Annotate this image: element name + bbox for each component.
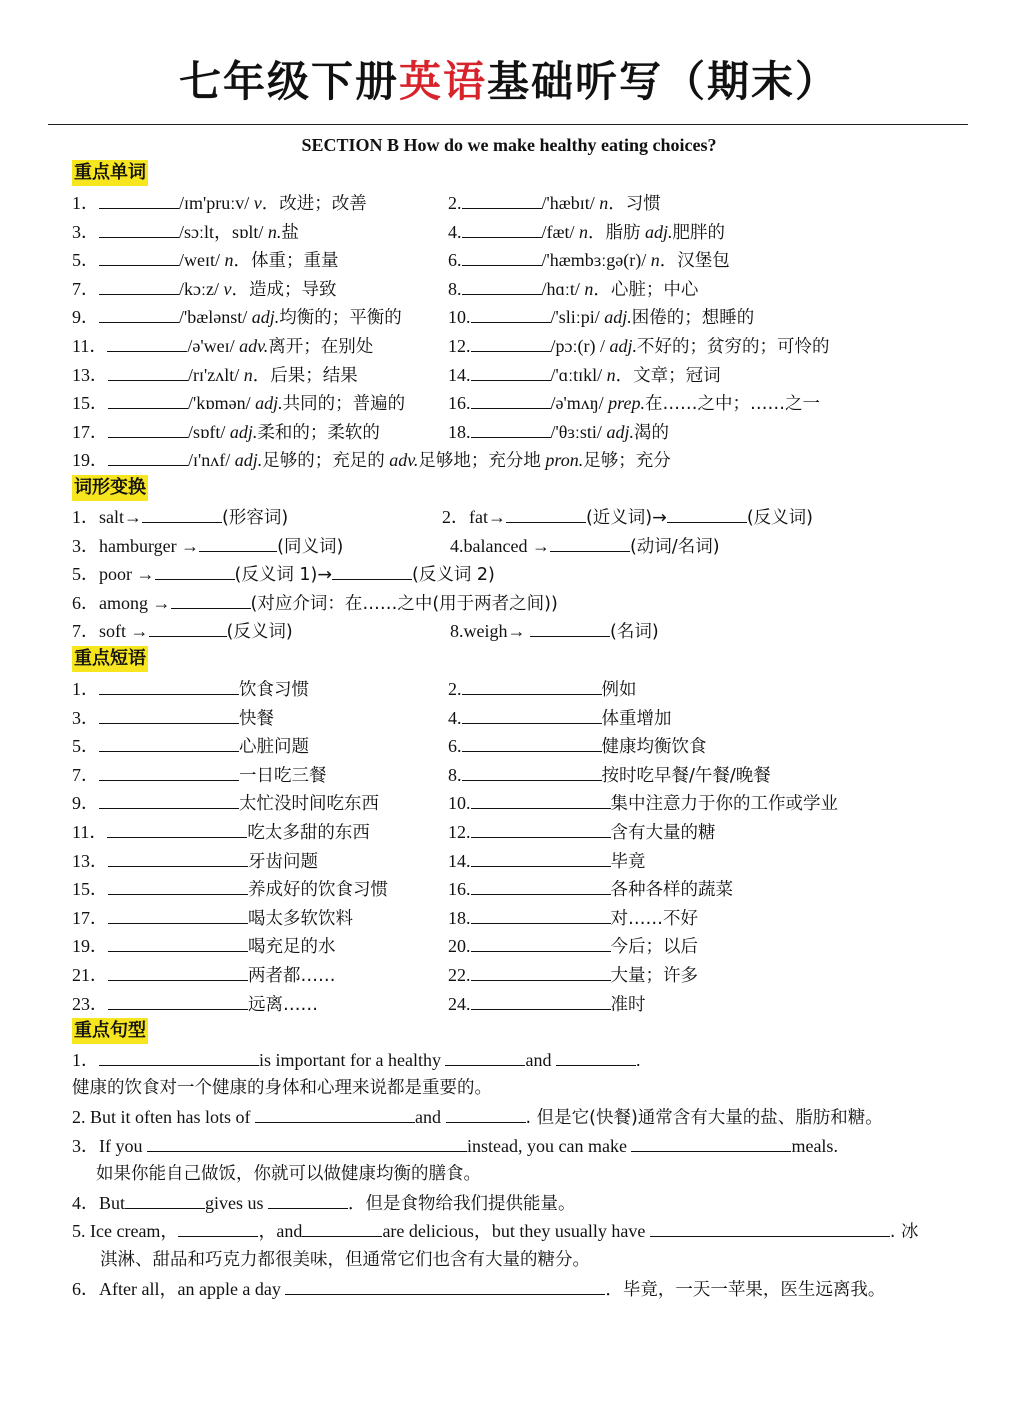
answer-blank[interactable] [471,790,611,809]
sentence-1-translation: 健康的饮食对一个健康的身体和心理来说都是重要的。 [72,1078,492,1098]
answer-blank[interactable] [506,504,586,523]
answer-blank[interactable] [471,362,551,381]
form-item-1: 1．salt→ (形容词) [72,504,288,530]
phrase-item: 2. 例如 [448,676,637,702]
answer-blank[interactable] [462,276,542,295]
phrase-item: 9． 太忙没时间吃东西 [72,790,379,816]
phrase-item: 19． 喝充足的水 [72,933,336,959]
vocab-item: 12. /pɔː(r) / adj.不好的；贫穷的；可怜的 [448,333,830,359]
answer-blank[interactable] [125,1190,205,1209]
vocab-item: 10. /'sliːpi/ adj.困倦的；想睡的 [448,304,754,330]
sentence-1: 1． is important for a healthy and . [72,1047,640,1073]
phrase-item: 17． 喝太多软饮料 [72,905,353,931]
answer-blank[interactable] [445,1047,525,1066]
phrase-item: 18. 对……不好 [448,905,698,931]
sentence-2: 2. But it often has lots of and . 但是它(快餐)通常含有大量的盐、脂肪和糖。 [72,1104,883,1130]
answer-blank[interactable] [285,1276,605,1295]
vocab-item: 1． /ɪm'pruːv/ v．改进；改善 [72,190,367,216]
answer-blank[interactable] [471,905,611,924]
answer-blank[interactable] [471,390,551,409]
answer-blank[interactable] [99,190,179,209]
sentence-4: 4．But gives us ．但是食物给我们提供能量。 [72,1190,576,1216]
answer-blank[interactable] [108,419,188,438]
phrase-item: 3． 快餐 [72,705,274,731]
answer-blank[interactable] [650,1218,890,1237]
answer-blank[interactable] [108,962,248,981]
answer-blank[interactable] [471,991,611,1010]
vocab-item: 13． /rɪ'zʌlt/ n．后果；结果 [72,362,358,388]
vocab-item: 11． /ə'weɪ/ adv.离开；在别处 [72,333,373,359]
phrase-item: 16. 各种各样的蔬菜 [448,876,733,902]
vocab-item: 6. /'hæmbɜːgə(r)/ n．汉堡包 [448,247,730,273]
vocab-item: 9． /'bælənst/ adj.均衡的；平衡的 [72,304,402,330]
answer-blank[interactable] [108,933,248,952]
phrase-item: 13． 牙齿问题 [72,848,318,874]
title-part: 基础听写（期末） [487,57,840,106]
vocab-item: 19． /ɪ'nʌf/ adj.足够的；充足的 adv.足够地；充分地 pron.足够；充分 [72,447,671,473]
sentence-5-translation: 淇淋、甜品和巧克力都很美味，但通常它们也含有大量的糖分。 [100,1250,590,1270]
answer-blank[interactable] [99,705,239,724]
phrase-item: 4. 体重增加 [448,705,672,731]
phrase-item: 10. 集中注意力于你的工作或学业 [448,790,838,816]
answer-blank[interactable] [302,1218,382,1237]
answer-blank[interactable] [99,219,179,238]
answer-blank[interactable] [147,1133,467,1152]
heading-key-phrases: 重点短语 [72,646,148,672]
answer-blank[interactable] [99,790,239,809]
answer-blank[interactable] [99,247,179,266]
form-item-6: 6．among → (对应介词：在……之中(用于两者之间)) [72,590,558,616]
vocab-item: 2. /'hæbɪt/ n．习惯 [448,190,661,216]
vocab-item: 18. /'θɜːsti/ adj.渴的 [448,419,669,445]
answer-blank[interactable] [550,533,630,552]
phrase-item: 21． 两者都…… [72,962,336,988]
answer-blank[interactable] [471,962,611,981]
answer-blank[interactable] [471,304,551,323]
answer-blank[interactable] [142,504,222,523]
vocab-item: 8. /hɑːt/ n．心脏；中心 [448,276,698,302]
answer-blank[interactable] [99,676,239,695]
answer-blank[interactable] [108,848,248,867]
answer-blank[interactable] [199,533,277,552]
vocab-item: 15． /'kɒmən/ adj.共同的；普遍的 [72,390,405,416]
form-item-5: 5．poor → (反义词 1)→ (反义词 2) [72,561,495,587]
answer-blank[interactable] [108,362,188,381]
phrase-item: 20. 今后；以后 [448,933,698,959]
phrase-item: 12. 含有大量的糖 [448,819,716,845]
answer-blank[interactable] [178,1218,258,1237]
phrase-item: 6. 健康均衡饮食 [448,733,707,759]
answer-blank[interactable] [462,705,602,724]
vocab-item: 3． /sɔːlt，sɒlt/ n.盐 [72,219,299,245]
answer-blank[interactable] [99,304,179,323]
vocab-item: 5． /weɪt/ n．体重；重量 [72,247,339,273]
answer-blank[interactable] [108,905,248,924]
page-title [0,52,1018,112]
answer-blank[interactable] [99,276,179,295]
vocab-item: 17． /sɒft/ adj.柔和的；柔软的 [72,419,380,445]
sentence-3-translation: 如果你能自己做饭，你就可以做健康均衡的膳食。 [96,1164,481,1184]
vocab-item: 16. /ə'mʌŋ/ prep.在……之中；……之一 [448,390,820,416]
answer-blank[interactable] [462,247,542,266]
section-subtitle: SECTION B How do we make healthy eating choices? [301,135,717,155]
vocab-item: 14. /'ɑːtɪkl/ n．文章；冠词 [448,362,721,388]
title-divider [48,124,968,125]
vocab-item: 7． /kɔːz/ v．造成；导致 [72,276,336,302]
answer-blank[interactable] [171,590,251,609]
answer-blank[interactable] [667,504,747,523]
answer-blank[interactable] [107,819,247,838]
answer-blank[interactable] [471,876,611,895]
answer-blank[interactable] [471,848,611,867]
heading-key-words: 重点单词 [72,160,148,186]
answer-blank[interactable] [108,390,188,409]
answer-blank[interactable] [530,618,610,637]
phrase-item: 11． 吃太多甜的东西 [72,819,370,845]
form-item-8: 8.weigh→ (名词) [450,618,659,644]
heading-word-forms: 词形变换 [72,475,148,501]
form-item-2: 2．fat→ (近义词)→ (反义词) [442,504,813,530]
title-part: 七年级下册 [178,57,399,106]
phrase-item: 23． 远离…… [72,991,318,1017]
answer-blank[interactable] [556,1047,636,1066]
answer-blank[interactable] [462,733,602,752]
answer-blank[interactable] [108,991,248,1010]
answer-blank[interactable] [155,561,235,580]
form-item-3: 3．hamburger → (同义词) [72,533,343,559]
answer-blank[interactable] [99,1047,259,1066]
phrase-item: 5． 心脏问题 [72,733,309,759]
answer-blank[interactable] [471,419,551,438]
phrase-item: 1． 饮食习惯 [72,676,309,702]
answer-blank[interactable] [268,1190,348,1209]
phrase-item: 8. 按时吃早餐/午餐/晚餐 [448,762,771,788]
answer-blank[interactable] [108,447,188,466]
sentence-5: 5. Ice cream， ，and are delicious，but they usually have . 冰 [72,1218,919,1244]
phrase-item: 22. 大量；许多 [448,962,698,988]
answer-blank[interactable] [631,1133,791,1152]
answer-blank[interactable] [471,933,611,952]
phrase-item: 15． 养成好的饮食习惯 [72,876,388,902]
answer-blank[interactable] [462,190,542,209]
sentence-3: 3．If you instead, you can make meals. [72,1133,838,1159]
vocab-item: 4. /fæt/ n．脂肪 adj.肥胖的 [448,219,725,245]
phrase-item: 7． 一日吃三餐 [72,762,327,788]
answer-blank[interactable] [471,333,551,352]
title-highlight: 英语 [398,57,487,106]
sentence-6: 6．After all，an apple a day ．毕竟，一天一苹果，医生远离我。 [72,1276,885,1302]
heading-key-sentences: 重点句型 [72,1018,148,1044]
phrase-item: 24. 准时 [448,991,646,1017]
answer-blank[interactable] [332,561,412,580]
form-item-4: 4.balanced → (动词/名词) [450,533,720,559]
answer-blank[interactable] [99,733,239,752]
answer-blank[interactable] [149,618,227,637]
answer-blank[interactable] [446,1104,526,1123]
answer-blank[interactable] [99,762,239,781]
answer-blank[interactable] [462,676,602,695]
answer-blank[interactable] [108,876,248,895]
answer-blank[interactable] [255,1104,415,1123]
answer-blank[interactable] [462,762,602,781]
answer-blank[interactable] [462,219,542,238]
answer-blank[interactable] [471,819,611,838]
answer-blank[interactable] [107,333,187,352]
form-item-7: 7．soft → (反义词) [72,618,293,644]
phrase-item: 14. 毕竟 [448,848,646,874]
